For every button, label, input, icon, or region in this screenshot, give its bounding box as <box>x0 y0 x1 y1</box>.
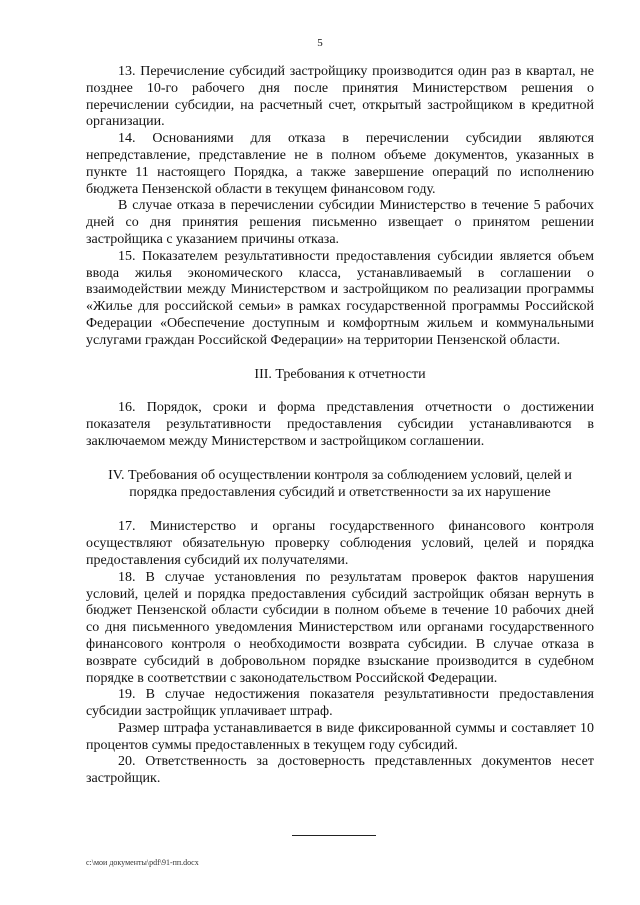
paragraph-14-refusal: В случае отказа в перечислении субсидии Министерство в течение 5 рабочих дней со дня принятия решения письменно извещает о принятом решении застройщика с указанием причины отказа. <box>86 198 594 247</box>
paragraph-18: 18. В случае установления по результатам проверок фактов нарушения условий, целей и порядка предоставления субсидий застройщик обязан вернуть в бюджет Пензенской области субсидии в полном объеме в течение 10 рабочих дней со дня письменного уведомления Министерством или органами государственного финансового контроля о необходимости возврата субсидии. В случае отказа в возврате субсидий в добровольном порядке взыскание производится в судебном порядке в соответствии с законодательством Российской Федерации. <box>86 569 594 686</box>
paragraph-19: 19. В случае недостижения показателя результативности предоставления субсидии застройщик уплачивает штраф. <box>86 687 594 720</box>
paragraph-17: 17. Министерство и органы государственного финансового контроля осуществляют обязательную проверку соблюдения условий, целей и порядка предоставления субсидий их получателями. <box>86 519 594 568</box>
footer-divider <box>292 835 376 836</box>
paragraph-14: 14. Основаниями для отказа в перечислении субсидии являются непредставление, представление не в полном объеме документов, указанных в пункте 11 настоящего Порядка, а также завершение операций по исполнению бюджета Пензенской области в текущем финансовом году. <box>86 131 594 197</box>
page-number: 5 <box>317 37 323 49</box>
paragraph-16: 16. Порядок, сроки и форма представления отчетности о достижении показателя результативности предоставления субсидии устанавливаются в заключаемом между Министерством и застройщиком соглашении. <box>86 400 594 449</box>
section-3-heading: III. Требования к отчетности <box>254 366 426 382</box>
paragraph-15: 15. Показателем результативности предоставления субсидии является объем ввода жилья экономического класса, устанавливаемый в соглашении о взаимодействии между Министерством и застройщиком по реализации программы «Жилье для российской семьи» в рамках государственной программы Российской Федерации «Обеспечение доступным и комфортным жильем и коммунальными услугами граждан Российской Федерации» на территории Пензенской области. <box>86 248 594 348</box>
paragraph-20: 20. Ответственность за достоверность представленных документов несет застройщик. <box>86 754 594 787</box>
document-body <box>86 64 594 788</box>
paragraph-13: 13. Перечисление субсидий застройщику производится один раз в квартал, не позднее 10-го рабочего дня после принятия Министерством решения о перечислении субсидии, на расчетный счет, открытый застройщиком в кредитной организации. <box>86 64 594 130</box>
paragraph-19-fine: Размер штрафа устанавливается в виде фиксированной суммы и составляет 10 процентов суммы предоставленных в текущем году субсидий. <box>86 720 594 753</box>
section-4-heading: IV. Требования об осуществлении контроля за соблюдением условий, целей и порядка предоставления субсидий и ответственности за их нарушение <box>108 467 572 500</box>
footer-file-path: c:\мои документы\pdf\91-пп.docx <box>86 858 199 867</box>
